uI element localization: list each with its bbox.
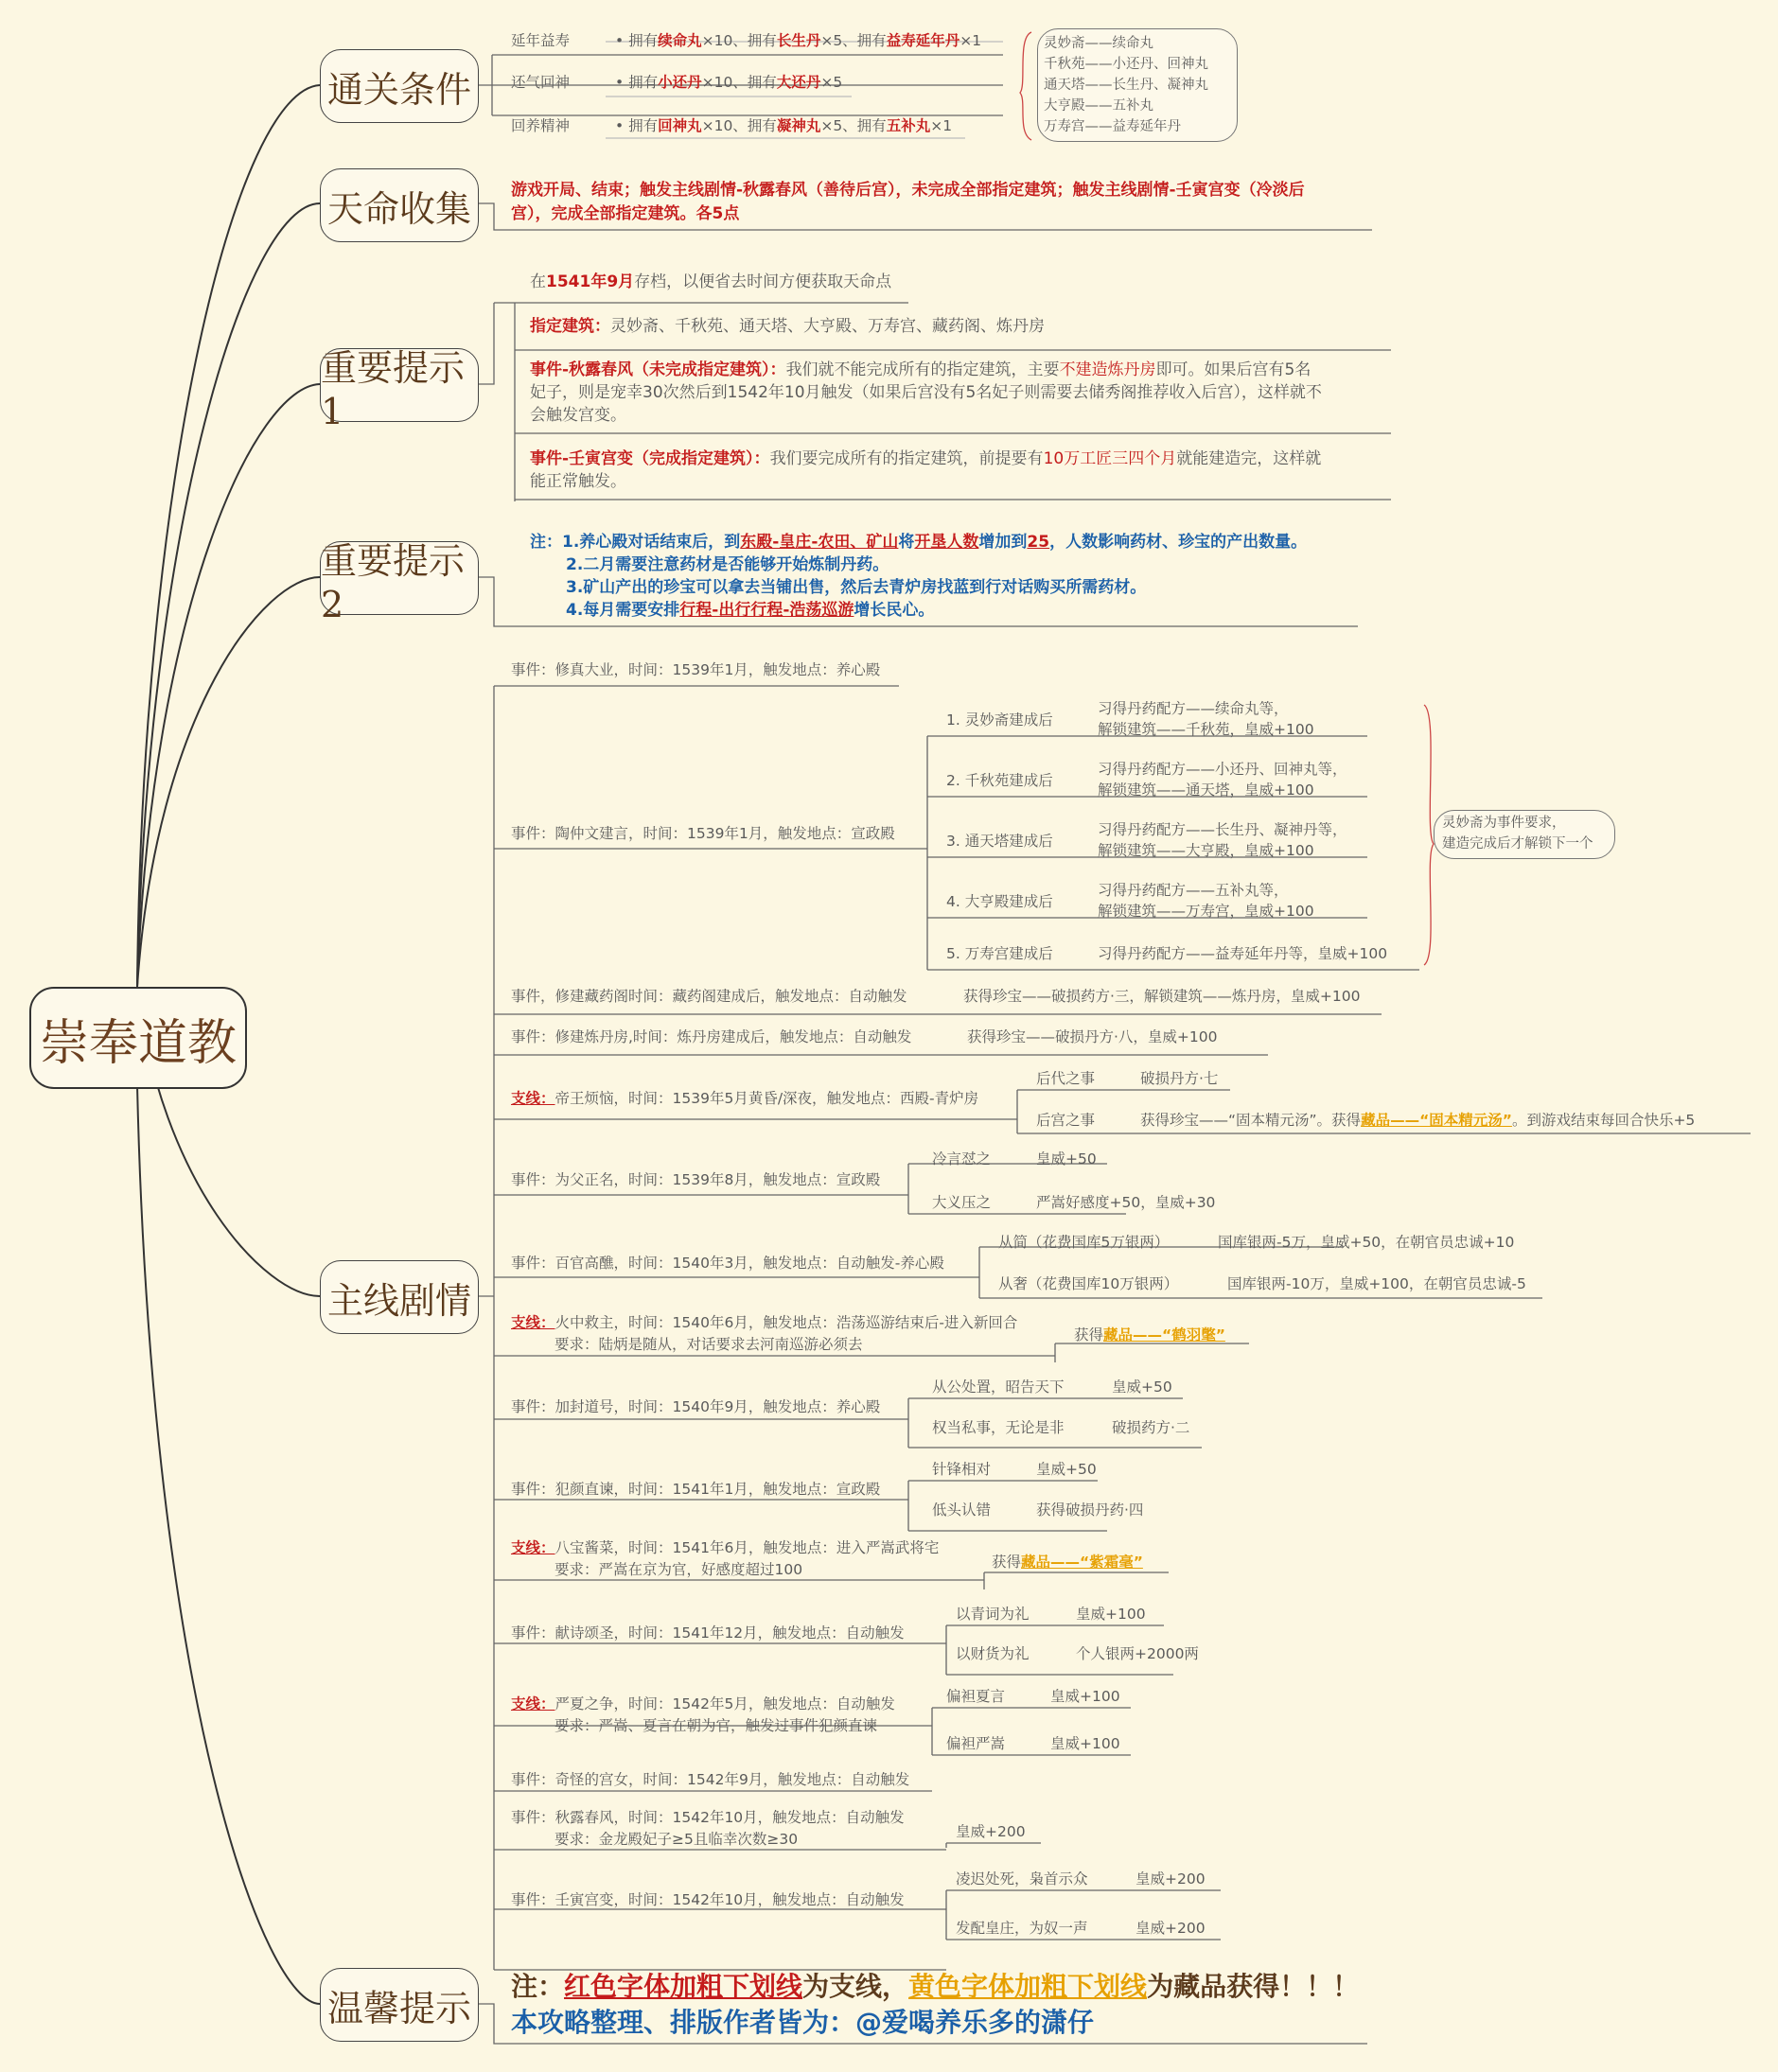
result: 皇威+100 — [1050, 1688, 1120, 1705]
result: 获得藏品——“紫霜毫” — [992, 1554, 1143, 1571]
topic-tip1[interactable]: 重要提示1 — [320, 348, 479, 422]
clear-row-label: 回养精神 — [511, 117, 571, 134]
event-renyin-gongbian[interactable]: 事件：壬寅宫变，时间：1542年10月，触发地点：自动触发 — [511, 1891, 905, 1908]
event-jiafeng-daohao[interactable]: 事件：加封道号，时间：1540年9月，触发地点：养心殿 — [511, 1398, 881, 1415]
option: 以青词为礼 — [956, 1606, 1030, 1623]
step-label: 3. 通天塔建成后 — [946, 833, 1053, 850]
event-xiuzhen[interactable]: 事件：修真大业，时间：1539年1月，触发地点：养心殿 — [511, 661, 881, 678]
note-line: 万寿宫——益寿延年丹 — [1044, 119, 1181, 134]
tip1-event1: 事件-秋露春风（未完成指定建筑）：我们就不能完成所有的指定建筑，主要不建造炼丹房即可。如果后宫有5名 — [530, 360, 1311, 379]
note-line: 灵妙斋——续命丸 — [1044, 36, 1153, 51]
option: 针锋相对 — [932, 1461, 992, 1478]
step-detail: 解锁建筑——万寿宫，皇威+100 — [1098, 903, 1314, 920]
clear-row-detail: • 拥有小还丹×10、拥有大还丹×5 — [615, 74, 843, 91]
clear-row-label: 延年益寿 — [511, 32, 571, 49]
option: 偏袒严嵩 — [946, 1735, 1006, 1752]
option: 从奢（花费国库10万银两） — [998, 1275, 1179, 1292]
step-label: 2. 千秋苑建成后 — [946, 772, 1053, 789]
option: 发配皇庄，为奴一声 — [956, 1920, 1088, 1937]
step-detail: 习得丹药配方——续命丸等， — [1098, 700, 1289, 717]
tip1-event2: 事件-壬寅宫变（完成指定建筑）：我们要完成所有的指定建筑，前提要有10万工匠三四个月就能建造完，这样就 — [530, 449, 1322, 468]
event-fanyan-zhijian[interactable]: 事件：犯颜直谏，时间：1541年1月，触发地点：宣政殿 — [511, 1481, 881, 1498]
event-babao-jiangcai[interactable]: 支线：八宝酱菜，时间：1541年6月，触发地点：进入严嵩武将宅 — [511, 1539, 940, 1556]
requirement: 要求：金龙殿妃子≥5且临幸次数≥30 — [555, 1831, 799, 1848]
clear-row-detail: • 拥有续命丸×10、拥有长生丹×5、拥有益寿延年丹×1 — [615, 32, 982, 49]
option: 凌迟处死，枭首示众 — [956, 1870, 1088, 1888]
note-line: 千秋苑——小还丹、回神丸 — [1044, 57, 1208, 72]
result: 个人银两+2000两 — [1076, 1645, 1199, 1662]
option: 大义压之 — [932, 1194, 992, 1211]
step-detail: 习得丹药配方——小还丹、回神丸等， — [1098, 761, 1347, 778]
unlock-order-note — [1434, 810, 1615, 859]
result: 皇威+200 — [1135, 1870, 1206, 1888]
clear-row-label: 还气回神 — [511, 74, 571, 91]
step-detail: 解锁建筑——通天塔，皇威+100 — [1098, 781, 1314, 799]
event-yanxia-zhizheng[interactable]: 支线：严夏之争，时间：1542年5月，触发地点：自动触发 — [511, 1695, 895, 1712]
event-liandanfang[interactable]: 事件：修建炼丹房,时间：炼丹房建成后，触发地点：自动触发 — [511, 1028, 912, 1045]
tip1-buildings: 指定建筑：灵妙斋、千秋苑、通天塔、大亨殿、万寿宫、藏药阁、炼丹房 — [530, 317, 1045, 336]
tip1-event2-line2: 能正常触发。 — [530, 472, 626, 491]
note-line: 灵妙斋为事件要求， — [1442, 816, 1566, 831]
step-detail: 解锁建筑——千秋苑，皇威+100 — [1098, 721, 1314, 738]
result: 皇威+200 — [1135, 1920, 1206, 1937]
tip2-line2: 2.二月需要注意药材是否能够开始炼制丹药。 — [566, 555, 889, 574]
tip1-event1-line2: 妃子，则是宠幸30次然后到1542年10月触发（如果后宫没有5名妃子则需要去储秀阁推荐收入后宫），这样就不 — [530, 383, 1322, 402]
warm-line1: 注：红色字体加粗下划线为支线，黄色字体加粗下划线为藏品获得！！！ — [511, 1971, 1360, 2002]
result: 皇威+50 — [1036, 1461, 1097, 1478]
topic-tianming[interactable]: 天命收集 — [320, 168, 479, 242]
note-line: 大亨殿——五补丸 — [1044, 98, 1153, 114]
elixir-building-note — [1037, 28, 1238, 142]
tip1-event1-line3: 会触发宫变。 — [530, 406, 626, 425]
step-detail: 习得丹药配方——长生丹、凝神丹等， — [1098, 821, 1347, 838]
result: 国库银两-10万，皇威+100，在朝官员忠诚-5 — [1227, 1275, 1526, 1292]
result: 获得珍宝——破损丹方·八，皇威+100 — [967, 1028, 1218, 1045]
requirement: 要求：严嵩、夏言在朝为官，触发过事件犯颜直谏 — [555, 1717, 878, 1734]
event-cangyaoge[interactable]: 事件，修建藏药阁时间：藏药阁建成后，触发地点：自动触发 — [511, 988, 907, 1005]
result: 皇威+200 — [956, 1823, 1026, 1840]
event-qiulu-chunfeng[interactable]: 事件：秋露春风，时间：1542年10月，触发地点：自动触发 — [511, 1809, 905, 1826]
requirement: 要求：陆炳是随从，对话要求去河南巡游必须去 — [555, 1336, 863, 1353]
warm-line2: 本攻略整理、排版作者皆为：@爱喝养乐多的潇仔 — [511, 2007, 1095, 2038]
topic-clear-conditions[interactable]: 通关条件 — [320, 49, 479, 123]
tip2-line4: 4.每月需要安排行程-出行行程-浩荡巡游增长民心。 — [566, 601, 935, 620]
event-diwang-fannao[interactable]: 支线：帝王烦恼，时间：1539年5月黄昏/深夜，触发地点：西殿-青炉房 — [511, 1090, 979, 1107]
topic-main-plot[interactable]: 主线剧情 — [320, 1260, 479, 1334]
option: 权当私事，无论是非 — [932, 1419, 1065, 1436]
event-baiguan-gaojiao[interactable]: 事件：百官高醮，时间：1540年3月，触发地点：自动触发-养心殿 — [511, 1255, 944, 1272]
note-line: 建造完成后才解锁下一个 — [1442, 836, 1593, 852]
result: 皇威+100 — [1050, 1735, 1120, 1752]
result: 国库银两-5万，皇威+50，在朝官员忠诚+10 — [1218, 1234, 1515, 1251]
tianming-line2: 宫），完成全部指定建筑。各5点 — [511, 204, 740, 223]
result: 获得藏品——“鹤羽氅” — [1074, 1326, 1225, 1343]
result: 皇威+100 — [1076, 1606, 1146, 1623]
step-detail: 解锁建筑——大亨殿，皇威+100 — [1098, 842, 1314, 859]
step-label: 4. 大亨殿建成后 — [946, 893, 1053, 910]
option: 从公处置，昭告天下 — [932, 1378, 1065, 1396]
event-taozhongwen[interactable]: 事件：陶仲文建言，时间：1539年1月，触发地点：宣政殿 — [511, 825, 895, 842]
tip1-save: 在1541年9月存档，以便省去时间方便获取天命点 — [530, 272, 892, 291]
event-huozhong-jiuzhu[interactable]: 支线：火中救主，时间：1540年6月，触发地点：浩荡巡游结束后-进入新回合 — [511, 1314, 1018, 1331]
result: 破损药方·二 — [1112, 1419, 1190, 1436]
topic-warm-tips[interactable]: 温馨提示 — [320, 1968, 479, 2042]
result: 皇威+50 — [1112, 1378, 1172, 1396]
step-label: 1. 灵妙斋建成后 — [946, 711, 1053, 729]
root-node[interactable]: 崇奉道教 — [29, 987, 247, 1089]
clear-row-detail: • 拥有回神丸×10、拥有凝神丸×5、拥有五补丸×1 — [615, 117, 953, 134]
event-qiguai-gongnv[interactable]: 事件：奇怪的宫女，时间：1542年9月，触发地点：自动触发 — [511, 1771, 910, 1788]
event-weifu-zhengming[interactable]: 事件：为父正名，时间：1539年8月，触发地点：宣政殿 — [511, 1171, 881, 1188]
result: 皇威+50 — [1036, 1150, 1097, 1168]
tip2-line3: 3.矿山产出的珍宝可以拿去当铺出售，然后去青炉房找蓝到行对话购买所需药材。 — [566, 578, 1147, 597]
topic-tip2[interactable]: 重要提示2 — [320, 541, 479, 615]
option: 后宫之事 — [1036, 1112, 1096, 1129]
option: 冷言怼之 — [932, 1150, 992, 1168]
option: 后代之事 — [1036, 1070, 1096, 1087]
note-line: 通天塔——长生丹、凝神丸 — [1044, 78, 1208, 93]
result: 严嵩好感度+50，皇威+30 — [1036, 1194, 1216, 1211]
result: 破损丹方·七 — [1140, 1070, 1219, 1087]
option: 从简（花费国库5万银两） — [998, 1234, 1170, 1251]
event-xianshi-songsheng[interactable]: 事件：献诗颂圣，时间：1541年12月，触发地点：自动触发 — [511, 1624, 905, 1642]
result: 获得珍宝——“固本精元汤”。获得藏品——“固本精元汤”。到游戏结束每回合快乐+5 — [1140, 1112, 1696, 1129]
option: 以财货为礼 — [956, 1645, 1030, 1662]
step-detail: 习得丹药配方——益寿延年丹等，皇威+100 — [1098, 945, 1388, 962]
step-detail: 习得丹药配方——五补丸等， — [1098, 882, 1289, 899]
requirement: 要求：严嵩在京为官，好感度超过100 — [555, 1561, 803, 1578]
option: 低头认错 — [932, 1501, 992, 1519]
result: 获得珍宝——破损药方·三，解锁建筑——炼丹房，皇威+100 — [963, 988, 1361, 1005]
option: 偏袒夏言 — [946, 1688, 1006, 1705]
step-label: 5. 万寿宫建成后 — [946, 945, 1053, 962]
result: 获得破损丹药·四 — [1036, 1501, 1144, 1519]
tianming-line1: 游戏开局、结束；触发主线剧情-秋露春风（善待后宫），未完成全部指定建筑；触发主线剧情-壬寅宫变（冷淡后 — [511, 181, 1305, 200]
tip2-line1: 注：1.养心殿对话结束后，到东殿-皇庄-农田、矿山将开垦人数增加到25，人数影响药材、珍宝的产出数量。 — [530, 533, 1308, 552]
